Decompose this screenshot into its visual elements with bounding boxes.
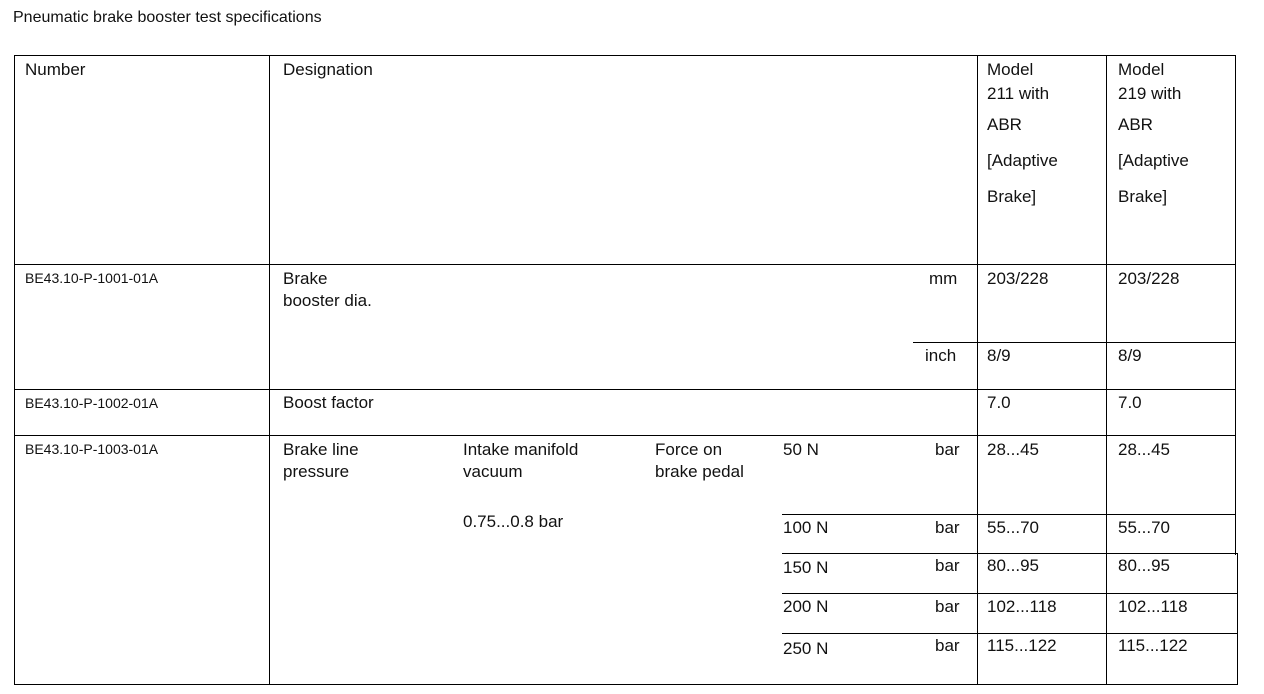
header-designation: Designation bbox=[283, 60, 373, 79]
value-pressure-219: 115...122 bbox=[1118, 636, 1188, 655]
row-divider bbox=[913, 342, 1236, 343]
header-model-219: Model 219 with ABR [Adaptive Brake] bbox=[1118, 60, 1189, 206]
page-title: Pneumatic brake booster test specifications bbox=[13, 9, 322, 26]
value-pressure-211: 80...95 bbox=[987, 556, 1039, 575]
table-border-right-lower bbox=[1237, 553, 1238, 685]
row-number-diameter: BE43.10-P-1001-01A bbox=[25, 270, 159, 286]
force-label: Force on brake pedal bbox=[655, 440, 744, 481]
unit-bar: bar bbox=[935, 556, 960, 575]
row-divider bbox=[782, 633, 1238, 634]
header-model-211: Model 211 with ABR [Adaptive Brake] bbox=[987, 60, 1058, 206]
value-pressure-219: 102...118 bbox=[1118, 597, 1188, 616]
force-value: 250 N bbox=[783, 639, 829, 658]
row-divider bbox=[14, 435, 1236, 436]
col-divider bbox=[1106, 55, 1107, 685]
row-number-boost: BE43.10-P-1002-01A bbox=[25, 395, 159, 411]
force-value: 150 N bbox=[783, 558, 829, 577]
value-pressure-219: 28...45 bbox=[1118, 440, 1170, 459]
table-border-left bbox=[14, 55, 15, 685]
force-value: 200 N bbox=[783, 597, 829, 616]
unit-bar: bar bbox=[935, 440, 960, 459]
row-divider bbox=[782, 553, 1238, 554]
row-designation-pressure: Brake line pressure bbox=[283, 440, 359, 481]
vacuum-value: 0.75...0.8 bar bbox=[463, 512, 564, 531]
row-divider bbox=[782, 514, 1236, 515]
force-value: 100 N bbox=[783, 518, 829, 537]
row-number-pressure: BE43.10-P-1003-01A bbox=[25, 441, 159, 457]
unit-inch: inch bbox=[925, 346, 957, 365]
unit-bar: bar bbox=[935, 597, 960, 616]
unit-bar: bar bbox=[935, 518, 960, 537]
value-boost-211: 7.0 bbox=[987, 393, 1011, 412]
table-border-right bbox=[1235, 55, 1236, 555]
row-designation-diameter: Brake booster dia. bbox=[283, 269, 372, 310]
value-pressure-219: 55...70 bbox=[1118, 518, 1170, 537]
value-inch-211: 8/9 bbox=[987, 346, 1011, 365]
row-divider bbox=[14, 264, 1236, 265]
force-value: 50 N bbox=[783, 440, 819, 459]
row-divider bbox=[782, 593, 1238, 594]
row-designation-boost: Boost factor bbox=[283, 393, 374, 412]
value-boost-219: 7.0 bbox=[1118, 393, 1142, 412]
col-divider bbox=[977, 55, 978, 685]
vacuum-label: Intake manifold vacuum bbox=[463, 440, 579, 481]
value-pressure-211: 28...45 bbox=[987, 440, 1039, 459]
table-border-bottom bbox=[14, 684, 1238, 685]
value-inch-219: 8/9 bbox=[1118, 346, 1142, 365]
value-mm-219: 203/228 bbox=[1118, 269, 1180, 288]
table-border-top bbox=[14, 55, 1236, 56]
value-pressure-211: 55...70 bbox=[987, 518, 1039, 537]
value-mm-211: 203/228 bbox=[987, 269, 1049, 288]
value-pressure-219: 80...95 bbox=[1118, 556, 1170, 575]
col-divider bbox=[269, 55, 270, 685]
header-number: Number bbox=[25, 60, 86, 79]
row-divider bbox=[14, 389, 1236, 390]
value-pressure-211: 115...122 bbox=[987, 636, 1057, 655]
unit-bar: bar bbox=[935, 636, 960, 655]
unit-mm: mm bbox=[929, 269, 958, 288]
value-pressure-211: 102...118 bbox=[987, 597, 1057, 616]
